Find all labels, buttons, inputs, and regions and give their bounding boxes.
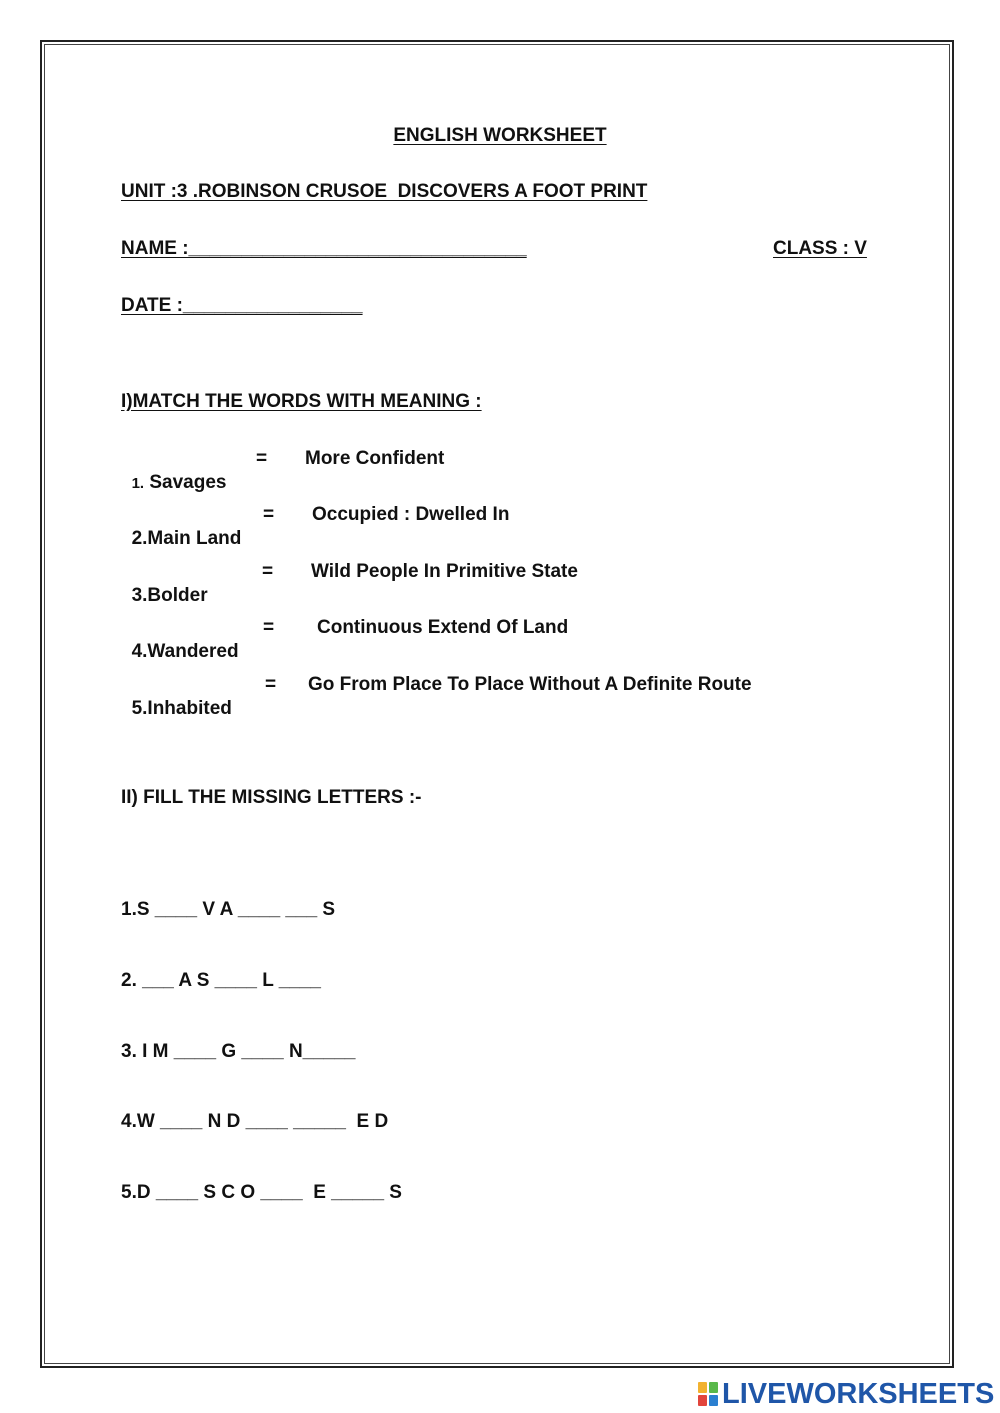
match-meaning: Go From Place To Place Without A Definite Route — [308, 674, 752, 695]
match-item-number: 2. — [131, 528, 148, 549]
logo-text: LIVEWORKSHEETS — [722, 1377, 995, 1410]
match-item — [121, 560, 208, 608]
match-item-word: Bolder — [147, 585, 208, 606]
match-meaning: Wild People In Primitive State — [311, 561, 578, 582]
match-item — [121, 447, 226, 496]
fill-item[interactable]: 3. I M ____ G ____ N_____ — [121, 1041, 356, 1062]
match-equals: = — [263, 617, 275, 638]
match-equals: = — [265, 674, 277, 695]
logo-square — [698, 1382, 707, 1393]
logo-square — [709, 1395, 718, 1406]
match-item-word: Inhabited — [147, 698, 232, 719]
logo-square — [709, 1382, 718, 1393]
match-item — [121, 673, 232, 721]
date-field[interactable]: DATE :_________________ — [121, 295, 363, 316]
fill-item[interactable]: 1.S ____ V A ____ ___ S — [121, 899, 336, 920]
match-item-number: 3. — [131, 585, 148, 606]
logo-square — [698, 1395, 707, 1406]
class-label: CLASS : V — [773, 238, 867, 259]
section1-heading: I)MATCH THE WORDS WITH MEANING : — [121, 391, 482, 412]
match-meaning: Occupied : Dwelled In — [312, 504, 510, 525]
match-equals: = — [256, 448, 268, 469]
match-item-number: 1. — [131, 475, 145, 492]
logo-grid-icon — [698, 1382, 718, 1406]
unit-title: UNIT :3 .ROBINSON CRUSOE DISCOVERS A FOOT PRINT — [121, 181, 648, 202]
match-meaning: More Confident — [305, 448, 445, 469]
liveworksheets-logo — [698, 1378, 994, 1410]
match-item-word: Main Land — [147, 528, 242, 549]
fill-item[interactable]: 2. ___ A S ____ L ____ — [121, 970, 322, 991]
section2-heading: II) FILL THE MISSING LETTERS :- — [121, 787, 422, 808]
match-item-word: Wandered — [147, 641, 239, 662]
match-item — [121, 616, 239, 664]
match-meaning: Continuous Extend Of Land — [317, 617, 569, 638]
match-item — [121, 503, 241, 551]
match-equals: = — [262, 561, 274, 582]
match-equals: = — [263, 504, 275, 525]
worksheet-title: ENGLISH WORKSHEET — [393, 125, 607, 146]
match-item-word: Savages — [149, 472, 227, 493]
name-field[interactable]: NAME :________________________________ — [121, 238, 527, 259]
fill-item[interactable]: 4.W ____ N D ____ _____ E D — [121, 1111, 389, 1132]
match-item-number: 4. — [131, 641, 148, 662]
match-item-number: 5. — [131, 698, 148, 719]
fill-item[interactable]: 5.D ____ S C O ____ E _____ S — [121, 1182, 402, 1203]
